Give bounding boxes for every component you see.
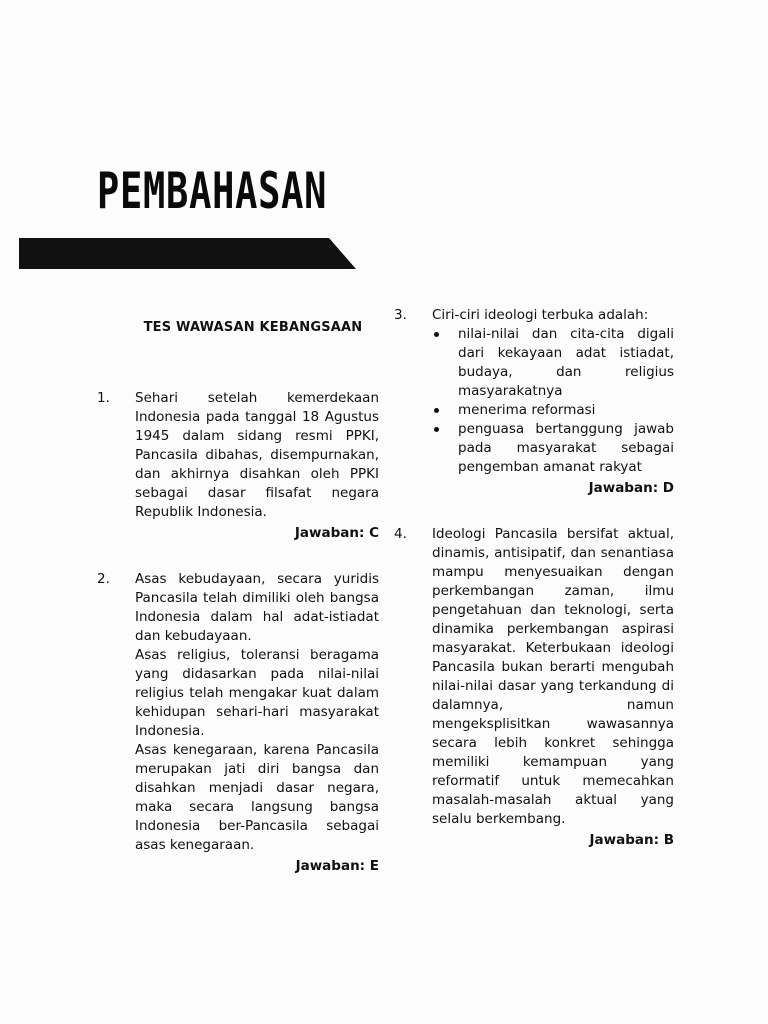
question-paragraph: Asas kebudayaan, secara yuridis Pancasila telah dimiliki oleh bangsa Indonesia dalam hal adat-istiadat dan kebudayaan. — [135, 571, 379, 644]
bullet-item: menerima reformasi — [432, 401, 674, 420]
answer-label: Jawaban: E — [295, 858, 379, 874]
answer-label: Jawaban: D — [588, 480, 674, 496]
answer-label: Jawaban: C — [294, 525, 379, 541]
question-2 — [97, 570, 379, 876]
answer-label: Jawaban: B — [589, 832, 674, 848]
bullet-item: nilai-nilai dan cita-cita digali dari kekayaan adat istiadat, budaya, dan religius masyarakatnya — [432, 325, 674, 401]
question-text: Sehari setelah kemerdekaan Indonesia pada tanggal 18 Agustus 1945 dalam sidang resmi PPKI, Pancasila dibahas, disempurnakan, dan akhirnya disahkan oleh PPKI sebagai dasar filsafat negara Republik Indonesia. — [135, 390, 379, 520]
page-title: PEMBAHASAN — [97, 162, 328, 220]
question-1 — [97, 389, 379, 543]
question-text: Ideologi Pancasila bersifat aktual, dinamis, antisipatif, dan senantiasa mampu menyesuaikan dengan perkembangan zaman, ilmu pengetahuan dan teknologi, serta dinamika perkembangan aspirasi masyarakat. Keterbukaan ideologi Pancasila bukan berarti mengubah nilai-nilai dasar yang terkandung di dalamnya, namun mengeksplisitkan wawasannya secara lebih konkret sehingga memiliki kemampuan yang reformatif untuk memecahkan masalah-masalah aktual yang selalu berkembang. — [432, 526, 674, 827]
bullet-list — [432, 325, 674, 477]
question-number: 1. — [97, 390, 110, 406]
title-decoration-bar — [19, 238, 356, 269]
question-number: 4. — [394, 526, 407, 542]
question-3 — [394, 306, 674, 498]
question-paragraph: Asas religius, toleransi beragama yang didasarkan pada nilai-nilai religius telah mengakar kuat dalam kehidupan sehari-hari masyarakat Indonesia. — [135, 647, 379, 739]
left-column — [97, 318, 379, 876]
section-title: TES WAWASAN KEBANGSAAN — [143, 320, 363, 335]
question-paragraph: Asas kenegaraan, karena Pancasila merupakan jati diri bangsa dan disahkan menjadi dasar negara, maka secara langsung bangsa Indonesia ber-Pancasila sebagai asas kenegaraan. — [135, 742, 379, 853]
question-number: 2. — [97, 571, 110, 587]
right-column — [394, 306, 674, 850]
bullet-item: penguasa bertanggung jawab pada masyarakat sebagai pengemban amanat rakyat — [432, 420, 674, 477]
question-4 — [394, 525, 674, 850]
question-intro: Ciri-ciri ideologi terbuka adalah: — [432, 307, 649, 323]
question-number: 3. — [394, 307, 407, 323]
